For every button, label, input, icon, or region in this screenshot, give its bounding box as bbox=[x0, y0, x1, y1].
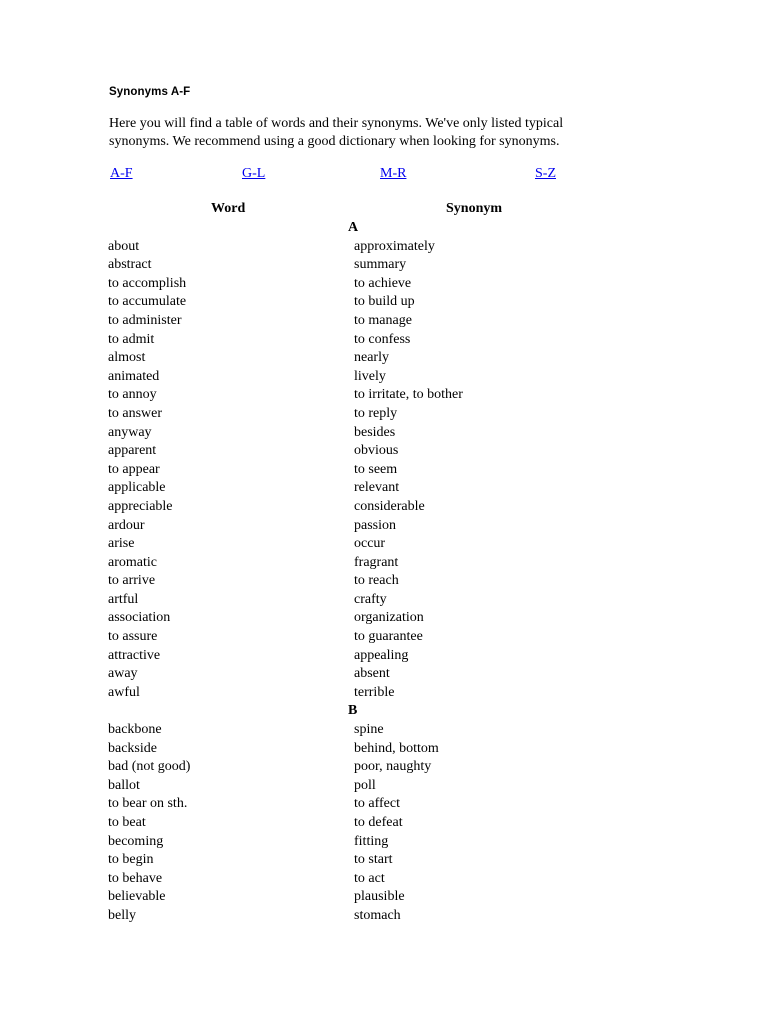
section-heading bbox=[0, 702, 768, 721]
word-cell: about bbox=[108, 238, 140, 254]
table-row bbox=[0, 479, 768, 498]
synonym-cell: poll bbox=[354, 777, 376, 793]
word-cell: aromatic bbox=[108, 554, 157, 570]
table-row bbox=[0, 907, 768, 926]
word-cell: believable bbox=[108, 889, 166, 905]
word-cell: to admit bbox=[108, 331, 155, 347]
synonym-cell: to act bbox=[354, 870, 385, 886]
table-row bbox=[0, 740, 768, 759]
table-row bbox=[0, 721, 768, 740]
table-row bbox=[0, 442, 768, 461]
synonym-cell: plausible bbox=[354, 889, 405, 905]
synonym-cell: to confess bbox=[354, 331, 411, 347]
word-cell: to assure bbox=[108, 629, 158, 645]
synonym-cell: behind, bottom bbox=[354, 740, 439, 756]
table-row bbox=[0, 851, 768, 870]
table-row bbox=[0, 424, 768, 443]
synonym-cell: considerable bbox=[354, 498, 425, 514]
table-row bbox=[0, 238, 768, 257]
table-row bbox=[0, 833, 768, 852]
word-cell: to beat bbox=[108, 815, 146, 830]
word-cell: to arrive bbox=[108, 573, 156, 589]
table-row bbox=[0, 684, 768, 703]
intro-line-2: synonyms. We recommend using a good dictionary when looking for synonyms. bbox=[109, 134, 560, 149]
synonym-cell: to reply bbox=[354, 405, 398, 421]
table-row bbox=[0, 386, 768, 405]
nav-link-m-r[interactable]: M-R bbox=[380, 166, 407, 181]
word-cell: arise bbox=[108, 536, 135, 552]
table-row bbox=[0, 628, 768, 647]
word-cell: awful bbox=[108, 684, 140, 700]
table-row bbox=[0, 312, 768, 331]
synonym-cell: summary bbox=[354, 257, 407, 273]
word-cell: apparent bbox=[108, 443, 157, 459]
word-cell: to administer bbox=[108, 312, 182, 328]
synonym-cell: occur bbox=[354, 536, 386, 552]
nav-link-a-f[interactable]: A-F bbox=[110, 166, 133, 181]
word-cell: applicable bbox=[108, 480, 166, 496]
word-cell: association bbox=[108, 610, 171, 626]
synonym-cell: besides bbox=[354, 424, 396, 440]
synonym-cell: organization bbox=[354, 610, 424, 626]
section-letter: B bbox=[348, 703, 358, 719]
word-cell: to appear bbox=[108, 461, 160, 477]
page-title: Synonyms A-F bbox=[109, 86, 191, 98]
word-cell: ardour bbox=[108, 517, 145, 533]
word-cell: anyway bbox=[108, 424, 152, 440]
table-row bbox=[0, 591, 768, 610]
nav-link-s-z[interactable]: S-Z bbox=[535, 166, 556, 181]
synonym-cell: to irritate, to bother bbox=[354, 387, 463, 403]
table-row bbox=[0, 758, 768, 777]
synonym-cell: stomach bbox=[354, 907, 401, 923]
synonym-cell: to seem bbox=[354, 461, 398, 477]
word-cell: away bbox=[108, 666, 138, 682]
synonym-cell: spine bbox=[354, 722, 384, 738]
synonym-cell: nearly bbox=[354, 350, 389, 366]
table-row bbox=[0, 331, 768, 350]
table-row bbox=[0, 293, 768, 312]
word-cell: to accomplish bbox=[108, 275, 187, 291]
synonym-cell: approximately bbox=[354, 238, 435, 254]
synonym-cell: to guarantee bbox=[354, 629, 423, 645]
column-header-synonym: Synonym bbox=[446, 201, 503, 216]
synonym-cell: to build up bbox=[354, 294, 415, 310]
nav-link-g-l[interactable]: G-L bbox=[242, 166, 266, 181]
table-row bbox=[0, 870, 768, 889]
synonym-cell: to manage bbox=[354, 312, 412, 328]
synonym-cell: to reach bbox=[354, 573, 399, 589]
section-heading bbox=[0, 219, 768, 238]
table-row bbox=[0, 795, 768, 814]
table-row bbox=[0, 814, 768, 833]
synonym-cell: fitting bbox=[354, 833, 389, 849]
synonym-cell: passion bbox=[354, 517, 396, 533]
intro-paragraph bbox=[109, 115, 669, 151]
word-cell: becoming bbox=[108, 833, 164, 849]
column-header-word: Word bbox=[211, 201, 246, 216]
word-cell: to begin bbox=[108, 852, 154, 868]
synonym-cell: appealing bbox=[354, 647, 409, 663]
word-cell: to bear on sth. bbox=[108, 796, 188, 812]
table-row bbox=[0, 349, 768, 368]
table-row bbox=[0, 368, 768, 387]
table-row bbox=[0, 647, 768, 666]
letter-range-nav bbox=[0, 166, 768, 186]
synonym-cell: lively bbox=[354, 368, 386, 384]
synonym-cell: fragrant bbox=[354, 554, 399, 570]
synonym-cell: poor, naughty bbox=[354, 759, 432, 775]
section-letter: A bbox=[348, 220, 359, 235]
synonym-cell: obvious bbox=[354, 443, 399, 459]
table-row bbox=[0, 888, 768, 907]
synonym-cell: absent bbox=[354, 666, 390, 682]
table-row bbox=[0, 498, 768, 517]
table-row bbox=[0, 517, 768, 536]
synonym-cell: to achieve bbox=[354, 275, 412, 291]
word-cell: ballot bbox=[108, 777, 140, 793]
table-row bbox=[0, 405, 768, 424]
table-row bbox=[0, 777, 768, 796]
synonym-cell: to start bbox=[354, 852, 393, 868]
word-cell: backside bbox=[108, 740, 157, 756]
table-row bbox=[0, 609, 768, 628]
intro-line-1: Here you will find a table of words and their synonyms. We've only listed typical bbox=[109, 116, 564, 131]
synonym-cell: crafty bbox=[354, 591, 387, 607]
table-row bbox=[0, 256, 768, 275]
word-cell: attractive bbox=[108, 647, 161, 663]
word-cell: abstract bbox=[108, 257, 152, 273]
table-row bbox=[0, 535, 768, 554]
word-cell: appreciable bbox=[108, 498, 173, 514]
table-row bbox=[0, 275, 768, 294]
synonym-table bbox=[0, 219, 768, 926]
synonym-cell: terrible bbox=[354, 684, 395, 700]
word-cell: artful bbox=[108, 591, 139, 607]
word-cell: backbone bbox=[108, 722, 162, 738]
table-row bbox=[0, 461, 768, 480]
word-cell: to answer bbox=[108, 405, 163, 421]
table-row bbox=[0, 665, 768, 684]
word-cell: belly bbox=[108, 907, 136, 923]
word-cell: to annoy bbox=[108, 387, 157, 403]
word-cell: animated bbox=[108, 368, 160, 384]
synonym-cell: relevant bbox=[354, 480, 400, 496]
word-cell: bad (not good) bbox=[108, 759, 191, 775]
word-cell: to behave bbox=[108, 870, 163, 886]
word-cell: almost bbox=[108, 350, 146, 366]
table-row bbox=[0, 572, 768, 591]
synonym-cell: to affect bbox=[354, 796, 400, 812]
synonym-cell: to defeat bbox=[354, 815, 403, 830]
table-row bbox=[0, 554, 768, 573]
word-cell: to accumulate bbox=[108, 294, 187, 310]
